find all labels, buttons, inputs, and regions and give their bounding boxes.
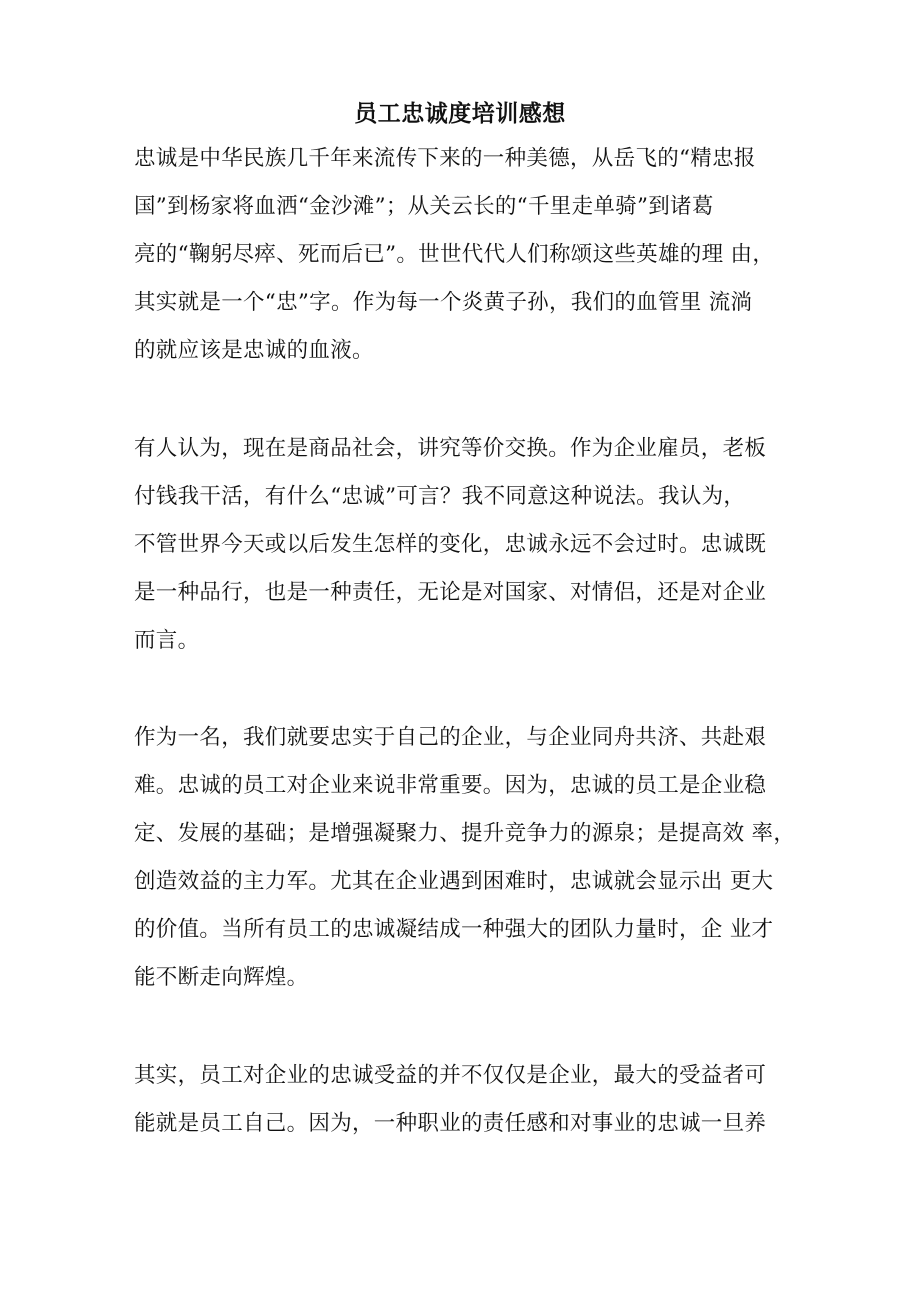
text-line: 亮的“鞠躬尽瘁、死而后已”。世世代代人们称颂这些英雄的理 由， (134, 242, 775, 267)
text-line: 忠诚是中华民族几千年来流传下来的一种美德，从岳飞的“精忠报 (134, 146, 756, 171)
text-line: 其实就是一个“忠”字。作为每一个炎黄子孙，我们的血管里 流淌 (134, 290, 753, 315)
document-title: 员工忠诚度培训感想 (354, 100, 566, 127)
text-line: 能就是员工自己。因为，一种职业的责任感和对事业的忠诚一旦养 (134, 1111, 767, 1136)
text-line: 国”到杨家将血洒“金沙滩”；从关云长的“千里走单骑”到诸葛 (134, 194, 714, 219)
text-line: 的就应该是忠诚的血液。 (134, 338, 374, 363)
paragraph-3 (134, 714, 794, 1002)
text-line: 而言。 (134, 628, 200, 653)
paragraph-4 (134, 1052, 794, 1148)
text-line: 付钱我干活，有什么“忠诚”可言？我不同意这种说法。我认为， (134, 484, 746, 509)
text-line: 有人认为，现在是商品社会，讲究等价交换。作为企业雇员，老板 (134, 436, 767, 461)
paragraph-1 (134, 135, 794, 375)
text-line: 作为一名，我们就要忠实于自己的企业，与企业同舟共济、共赴艰 (134, 725, 767, 750)
text-line: 是一种品行，也是一种责任，无论是对国家、对情侣，还是对企业 (134, 580, 767, 605)
text-line: 难。忠诚的员工对企业来说非常重要。因为，忠诚的员工是企业稳 (134, 773, 767, 798)
text-line: 创造效益的主力军。尤其在企业遇到困难时，忠诚就会显示出 更大 (134, 869, 774, 894)
text-line: 定、发展的基础；是增强凝聚力、提升竞争力的源泉；是提高效 率， (134, 821, 796, 846)
text-line: 能不断走向辉煌。 (134, 965, 309, 990)
paragraph-2 (134, 425, 794, 665)
text-line: 其实，员工对企业的忠诚受益的并不仅仅是企业，最大的受益者可 (134, 1063, 767, 1088)
text-line: 的价值。当所有员工的忠诚凝结成一种强大的团队力量时，企 业才 (134, 917, 774, 942)
text-line: 不管世界今天或以后发生怎样的变化，忠诚永远不会过时。忠诚既 (134, 532, 767, 557)
